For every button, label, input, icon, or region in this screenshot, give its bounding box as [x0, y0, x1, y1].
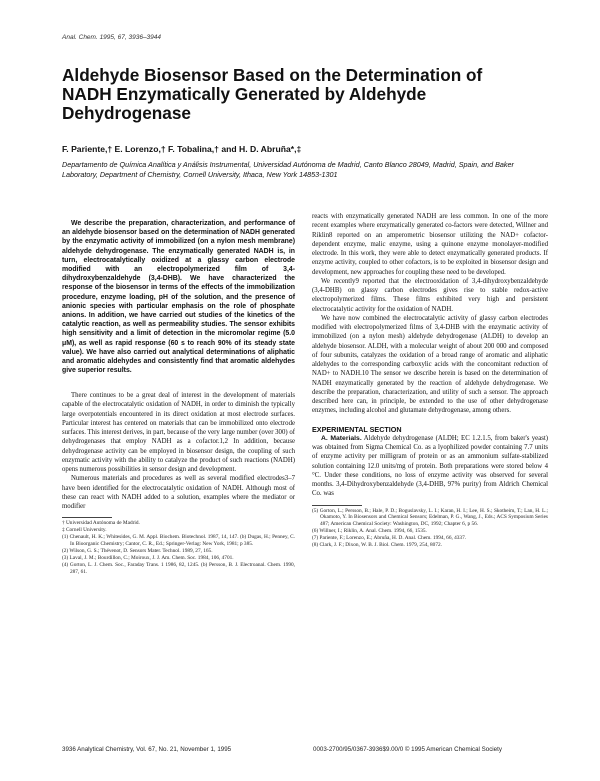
footnote: ‡ Cornell University.: [62, 527, 107, 534]
materials-text: Aldehyde dehydrogenase (ALDH; EC 1.2.1.5, from baker's yeast) was obtained from Sigma Chemical Co. as a lyophilized powder containing 7.7 units of enzyme activity per milligram of protein or as an ammonium sulfate-stabilized solution containing 12.0 units/mg of protein. Both preparations were stored below 4 °C. Under these conditions, no loss of enzyme activity was observed for several months. 3,4-Dihydroxybenzaldehyde (3,4-DHB, 97% purity) from Aldrich Chemical Co. was: [312, 434, 549, 498]
footnote: † Universidad Autónoma de Madrid.: [62, 520, 140, 527]
page-footer-right: 0003-2700/95/0367-3936$9.00/0 © 1995 American Chemical Society: [313, 746, 502, 753]
footnote: (2) Wilson, G. S.; Thévenot, D. Sensors Mater. Technol. 1989, 27, 165.: [62, 548, 213, 555]
footnote: (7) Pariente, F.; Lorenzo, E.; Abruña, H. D. Anal. Chem. 1994, 66, 4337.: [312, 535, 467, 542]
page-footer-left: 3936 Analytical Chemistry, Vol. 67, No. 21, November 1, 1995: [62, 746, 232, 753]
section-heading: EXPERIMENTAL SECTION: [312, 424, 402, 434]
author-affiliation: Departamento de Química Analítica y Análisis Instrumental, Universidad Autónoma de Madrid, Canto Blanco 28049, Madrid, Spain, and Baker Laboratory, Department of Chemistry, Cornell University, Ithaca, New York 14853-1301: [62, 160, 514, 179]
footnotes-left: [62, 520, 295, 575]
footnote: (8) Clark, J. F.; Dixon, W. B. J. Biol. Chem. 1979, 254, 8072.: [312, 542, 442, 549]
journal-reference: Anal. Chem. 1995, 67, 3936–3944: [62, 34, 162, 41]
left-column: [62, 212, 295, 576]
intro-paragraph-2: Numerous materials and procedures as well as several modified electrodes3–7 have been identified for the electrocatalytic oxidation of NADH. Although most of these can react with NADH added to a solution, examples where the mediator or modifier: [62, 475, 295, 511]
footnotes-right: [312, 508, 548, 549]
footnote: (1) Chenault, H. K.; Whitesides, G. M. Appl. Biochem. Biotechnol. 1987, 14, 147. (b) Dugas, H.; Penney, C. In Bioorganic Chemistry; Cantor, C. R., Ed.; Springer-Verlag: New York, 1981; p 385.: [62, 534, 295, 548]
materials-subheading: A. Materials.: [321, 434, 362, 442]
article-title: Aldehyde Biosensor Based on the Determination of NADH Enzymatically Generated by Aldehyde Dehydrogenase: [62, 65, 483, 123]
footnote-divider: [312, 505, 362, 506]
right-column: [312, 212, 548, 549]
footnote-divider: [62, 517, 112, 518]
intro-paragraph-1: There continues to be a great deal of interest in the development of materials capable of the electrocatalytic oxidation of NADH, in order to diminish the typically large overpotentials encountered in its direct oxidation at most electrode surfaces. Particular interest has centered on materials that can be immobilized onto electrode surfaces. This interest derives, in part, because of the very large number (over 300) of dehydrogenases that employ NADH as a cofactor.1,2 In addition, because dehydrogenase activity can be employed in biosensor design, the coupling of such enzymatic activity with the ability to catalyze the product of such reactions (NADH) opens numerous possibilities in sensor design and development.: [62, 392, 295, 474]
footnote: (5) Gorton, L.; Persson, B.; Hale, P. D.; Boguslavsky, L. I.; Karan, H. I.; Lee, H. S.; Skotheim, T.; Lan, H. L.; Okamoto, Y. In Biosensors and Chemical Sensors; Edelman, P. G., Wang, J., Eds.; ACS Symposium Series 487; American Chemical Society: Washington, DC, 1992; Chapter 6, p 56.: [312, 507, 548, 528]
footnote: (4) Gorton, L. J. Chem. Soc., Faraday Trans. 1 1986, 82, 1245. (b) Persson, B. J. Electroanal. Chem. 1990, 287, 61.: [62, 561, 295, 575]
body-paragraph-1: reacts with enzymatically generated NADH are less common. In one of the more recent examples where enzymatically generated co-factors were detected, Willner and Riklin8 reported on an amperometric biosensor utilizing the NAD+ cofactor-dependent enzyme, malic enzyme, using a quinone enzyme monolayer-modified electrode. In this work, they were able to detect enzymatically generated products. If enzyme activity, coupled to other cofactors, is to be exploited in biosensor design and development, new approaches for coupling these need to be developed.: [312, 213, 548, 276]
footnote: (6) Willner, I.; Riklin, A. Anal. Chem. 1994, 66, 1535.: [312, 528, 427, 535]
abstract: We describe the preparation, characterization, and performance of an aldehyde biosensor based on the determination of NADH generated by the enzymatic activity of immobilized (on a nylon mesh membrane) aldehyde dehydrogenase. The enzymatically generated NADH is, in turn, electrocatalytically oxidized at a glassy carbon electrode modified with an electropolymerized film of 3,4-dihydroxybenzaldehyde (3,4-DHB). We have characterized the response of the biosensor in terms of the effects of the immobilization procedure, enzyme loading, pH of the solution, and the presence of anionic species with particular emphasis on the role of phosphate anions. In addition, we have carried out studies of the kinetics of the catalytic reaction, as well as permeability studies. The sensor exhibits high sensitivity and a limit of detection in the micromolar regime (5.0 μM), as well as rapid response (60 s to reach 90% of its steady state value). We have also carried out analytical determinations of aliphatic and aromatic aldehydes and consistently find that aromatic aldehydes give superior results.: [62, 219, 295, 375]
body-paragraph-3: We have now combined the electrocatalytic activity of glassy carbon electrodes modified with electropolymerized films of 3,4-DHB with the enzymatic activity of immobilized (on a nylon mesh) aldehyde dehydrogenase (ALDH) to develop an aldehyde biosensor. ALDH, with a molecular weight of about 200 000 and composed of four subunits, catalyzes the oxidation of a broad range of aromatic and aliphatic aldehydes to the corresponding carboxylic acids with the concomitant reduction of NAD+ to NADH.10 The sensor we describe herein is based on the determination of NADH enzymatically generated by the reaction of aldehyde dehydrogenase. We describe the preparation, characterization, and utility of such a sensor. The approach described here can, in principle, be extended to the use of other dehydrogenase enzymes, including alcohol and glutamate dehydrogenase, among others.: [312, 314, 548, 415]
author-list: F. Pariente,† E. Lorenzo,† F. Tobalina,† and H. D. Abruña*,‡: [62, 144, 302, 154]
footnote: (3) Laval, J. M.; Bourdillon, C.; Moiroux, J. J. Am. Chem. Soc. 1984, 106, 4701.: [62, 555, 234, 562]
body-paragraph-2: We recently9 reported that the electrooxidation of 3,4-dihydroxybenzaldehyde (3,4-DHB) on glassy carbon electrodes gives rise to stable redox-active electropolymerized films. These films exhibited very high and persistent electrocatalytic activity for the oxidation of NADH.: [312, 277, 548, 313]
